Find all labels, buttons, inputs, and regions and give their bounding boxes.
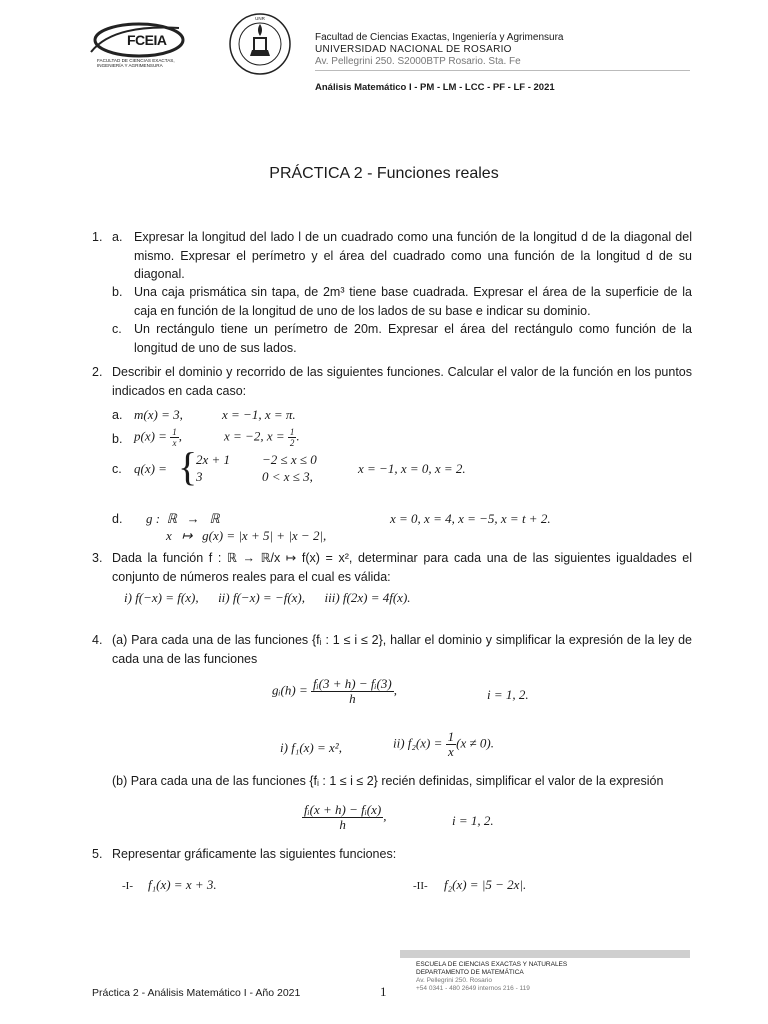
header-address: Av. Pellegrini 250. S2000BTP Rosario. Sta. Fe [315,56,521,67]
exercise-5-text: Representar gráficamente las siguientes funciones: [112,847,397,861]
exercise-1-number: 1. [92,230,103,244]
exercise-1c-text: Un rectángulo tiene un perímetro de 20m. Expresar el área del rectángulo como función de la longitud de uno de sus lados. [134,322,692,355]
exercise-2c-lhs: q(x) = [134,461,167,476]
exercise-4a-text: (a) Para cada una de las funciones {fᵢ : 1 ≤ i ≤ 2}, hallar el dominio y simplificar la expresión de la ley de cada una de las funciones [112,633,692,666]
exercise-2b-label: b. [112,432,123,446]
exercise-5-i-label: -I- [122,880,133,892]
exercise-2c-points: x = −1, x = 0, x = 2. [358,461,466,476]
exercise-4-dq-fraction [302,803,383,832]
header-divider [315,70,690,71]
exercise-2b-point-denominator: 2 [289,438,295,448]
exercise-2c-case1-cond: −2 ≤ x ≤ 0 [262,452,317,467]
exercise-2c-label: c. [112,462,122,476]
exercise-1c-label: c. [112,322,122,336]
exercise-4-g-fraction [311,677,394,706]
header-faculty: Facultad de Ciencias Exactas, Ingeniería y Agrimensura [315,32,564,43]
footer-caption: Práctica 2 - Análisis Matemático I - Año 2021 [92,987,301,999]
fceia-logo [83,18,185,74]
exercise-5-i-function: f₁(x) = x + 3. [148,877,217,892]
exercise-4-g-comma: , [393,682,397,698]
exercise-1a-label: a. [112,230,123,244]
exercise-2a-function: m(x) = 3, [134,407,183,422]
exercise-2b-point-fraction [288,427,297,448]
exercise-4-g-denominator: h [349,691,356,706]
exercise-4b-text: (b) Para cada una de las funciones {fᵢ : 1 ≤ i ≤ 2} recién definidas, simplificar el valor de la expresión [112,774,664,788]
exercise-4-f2-fraction [446,730,457,759]
exercise-2b-function: p(x) = $\frac{1}{x}$ , [134,427,182,448]
exercise-4-g-lhs: gᵢ(h) = [272,682,308,698]
page-title: PRÁCTICA 2 - Funciones reales [269,165,499,182]
exercise-4-g-range: i = 1, 2. [487,687,529,702]
exercise-5-ii-label: -II- [413,880,428,892]
svg-text:UNR: UNR [255,16,265,21]
exercise-4-g-numerator: fᵢ(3 + h) − fᵢ(3) [313,676,392,691]
exercise-2d-points: x = 0, x = 4, x = −5, x = t + 2. [390,511,551,526]
exercise-2a-label: a. [112,408,123,422]
exercise-2c-brace-icon: { [178,444,198,489]
footer-school: ESCUELA DE CIENCIAS EXACTAS Y NATURALES [416,961,568,968]
exercise-3-text: Dada la función f : ℝ → ℝ/x ↦ f(x) = x², determinar para cada una de las siguientes igualdades el conjunto de números reales para el cual es válida: [112,551,692,584]
exercise-3-number: 3. [92,551,103,565]
exercise-1b-text: Una caja prismática sin tapa, de 2m³ tiene base cuadrada. Expresar el área de la superficie de la caja en función de la longitud de uno de los lados de su base e indicar su dominio. [134,285,692,318]
page-number: 1 [380,984,387,999]
fceia-logo-subtitle: FACULTAD DE CIENCIAS EXACTAS, INGENIERÍA Y AGRIMENSURA [97,58,175,68]
exercise-2-text: Describir el dominio y recorrido de las siguientes funciones. Calcular el valor de la función en los puntos indicados en cada caso: [112,365,692,398]
exercise-2b-points-text: x = −2, x = [224,428,288,444]
exercise-4-difference-quotient [302,803,387,832]
footer-phone: +54 0341 - 480 2649 internos 216 - 119 [416,985,530,992]
footer-address: Av. Pellegrini 250. Rosario [416,977,492,984]
header-university: UNIVERSIDAD NACIONAL DE ROSARIO [315,44,512,55]
university-seal-icon [218,12,302,76]
exercise-2d-map-row1: g : ℝ → ℝ [146,511,220,526]
course-title: Análisis Matemático I - PM - LM - LCC - PF - LF - 2021 [315,82,555,93]
exercise-4-f1: i) f₁(x) = x², [280,740,342,755]
fceia-logo-word: FCEIA [127,32,167,48]
exercise-2b-point-numerator: 1 [289,427,295,437]
exercise-2c-case1-expr: 2x + 1 [196,452,231,467]
exercise-2-number: 2. [92,365,103,379]
exercise-4-number: 4. [92,633,103,647]
exercise-4-dq-denominator: h [339,817,346,832]
exercise-2c-case2-expr: 3 [196,469,203,484]
exercise-3-equalities: i) f(−x) = f(x), ii) f(−x) = −f(x), iii) f(2x) = 4f(x). [124,590,411,605]
exercise-4-f2-numerator: 1 [447,729,455,744]
exercise-4-g-formula [272,677,397,706]
exercise-4-dq-comma: , [383,808,387,824]
unr-seal [218,12,302,76]
exercise-5-number: 5. [92,847,103,861]
exercise-4-f2-lhs: ii) f₂(x) = [393,735,443,751]
exercise-5-ii-function: f₂(x) = |5 − 2x|. [444,877,527,892]
exercise-4-f2-denominator: x [448,744,454,759]
footer-bar [400,950,690,958]
exercise-2d-label: d. [112,512,123,526]
exercise-4-f2 [393,730,494,759]
exercise-2b-denominator: x [172,438,177,448]
exercise-1b-label: b. [112,285,123,299]
exercise-2c-case2-cond: 0 < x ≤ 3, [262,469,313,484]
exercise-4-f2-condition: (x ≠ 0). [456,735,494,751]
exercise-1a-text: Expresar la longitud del lado l de un cuadrado como una función de la longitud d de la diagonal del mismo. Expresar el perímetro y el área del cuadrado como una función de la longitud d de su diagonal. [134,230,692,281]
exercise-2d-map-row2: x ↦ g(x) = |x + 5| + |x − 2|, [166,528,327,543]
exercise-2b-points: x = −2, x = $\frac{1}{2}$ . [224,427,300,448]
exercise-2b-numerator: 1 [172,427,177,437]
footer-department: DEPARTAMENTO DE MATEMÁTICA [416,969,524,976]
exercise-2b-lhs: p(x) = [134,428,171,444]
exercise-4-dq-range: i = 1, 2. [452,813,494,828]
exercise-4-dq-numerator: fᵢ(x + h) − fᵢ(x) [304,802,382,817]
exercise-2a-points: x = −1, x = π. [222,407,296,422]
